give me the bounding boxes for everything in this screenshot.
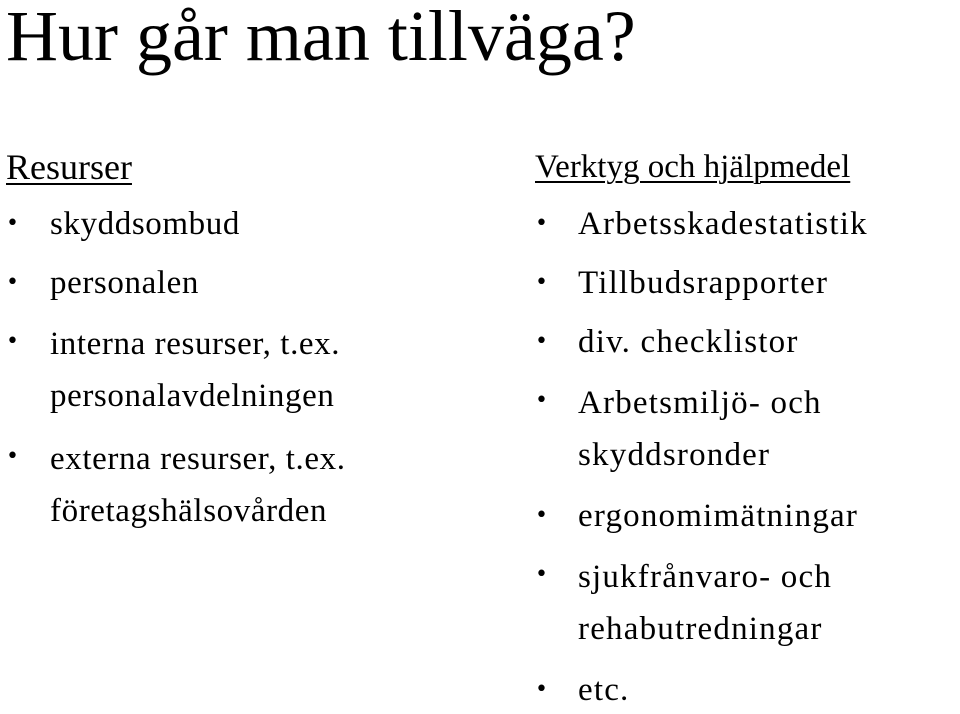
- slide-title: Hur går man tillväga?: [6, 0, 636, 76]
- list-item-text: div. checklistor: [578, 324, 799, 360]
- list-item: [6, 259, 511, 307]
- list-item: [535, 551, 960, 655]
- bullet-icon: •: [535, 503, 548, 528]
- list-item: [535, 377, 960, 481]
- bullet-icon: •: [535, 270, 548, 295]
- list-item-text-continued: skyddsronder: [578, 437, 771, 473]
- list-item-text: interna resurser, t.ex.: [50, 326, 341, 362]
- list-item-text: externa resurser, t.ex.: [50, 441, 346, 477]
- resources-column: [6, 145, 511, 537]
- list-item-text-continued: rehabutredningar: [578, 611, 823, 647]
- list-item: [535, 200, 960, 248]
- bullet-icon: •: [6, 444, 19, 469]
- list-item: [6, 433, 511, 537]
- list-item-text: etc.: [578, 672, 630, 708]
- list-item-text: Arbetsmiljö- och: [578, 385, 822, 421]
- list-item-text: Arbetsskadestatistik: [578, 206, 868, 242]
- list-item-text: Tillbudsrapporter: [578, 265, 829, 301]
- bullet-icon: •: [6, 211, 19, 236]
- list-item: [535, 492, 960, 540]
- list-item-text-continued: personalavdelningen: [50, 378, 335, 414]
- list-item-text: sjukfrånvaro- och: [578, 559, 833, 595]
- list-item-text-continued: företagshälsovården: [50, 493, 328, 529]
- list-item-text: skyddsombud: [50, 206, 240, 242]
- bullet-icon: •: [6, 270, 19, 295]
- list-item: [535, 318, 960, 366]
- bullet-icon: •: [535, 677, 548, 702]
- bullet-icon: •: [6, 329, 19, 354]
- resources-heading: Resurser: [6, 147, 132, 187]
- list-item: [6, 318, 511, 422]
- tools-column: [535, 145, 960, 714]
- list-item: [535, 259, 960, 307]
- list-item: [6, 200, 511, 248]
- list-item-text: personalen: [50, 265, 199, 301]
- list-item-text: ergonomimätningar: [578, 498, 859, 534]
- resources-list: [6, 200, 511, 537]
- bullet-icon: •: [535, 329, 548, 354]
- tools-heading: Verktyg och hjälpmedel: [535, 149, 851, 185]
- bullet-icon: •: [535, 562, 548, 587]
- bullet-icon: •: [535, 211, 548, 236]
- bullet-icon: •: [535, 388, 548, 413]
- tools-list: [535, 200, 960, 714]
- list-item: [535, 666, 960, 714]
